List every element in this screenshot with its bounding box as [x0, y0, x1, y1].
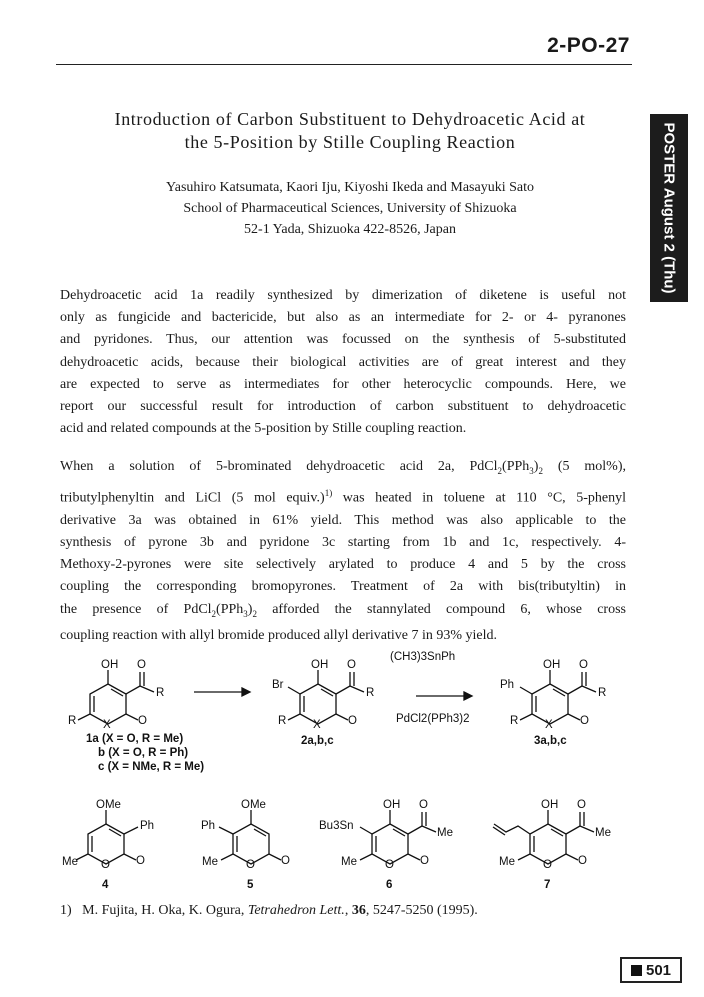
- paragraph-line: synthesis of pyrone 3b and pyridone 3c starting from 1b and 1c, respectively. 4-: [60, 535, 626, 551]
- reference-1: 1) M. Fujita, H. Oka, K. Ogura, Tetrahedron Lett., 36, 5247-5250 (1995).: [60, 903, 478, 918]
- atom-label: O: [543, 859, 552, 871]
- paragraph-line: and pyridones. Thus, our attention was focussed on the synthesis of 5-substituted: [60, 332, 626, 348]
- compound-label-1a: 1a (X = O, R = Me): [86, 733, 184, 745]
- atom-label: Ph: [140, 820, 155, 832]
- atom-label: OH: [541, 799, 559, 811]
- reagent-bottom: PdCl2(PPh3)2: [396, 713, 470, 725]
- reference-pages: , 5247-5250 (1995).: [365, 903, 478, 918]
- atom-label: R: [510, 715, 519, 727]
- atom-label: OH: [311, 659, 329, 671]
- atom-label: Me: [341, 856, 357, 868]
- paragraph-line: Methoxy-2-pyrones were site selectively arylated to produce 4 and 5 by the cross: [60, 557, 626, 573]
- atom-label: O: [348, 715, 357, 727]
- page-number: 501: [645, 961, 672, 979]
- atom-label: Ph: [500, 679, 515, 691]
- citation-1: 1): [324, 488, 333, 498]
- paragraph-line: coupling the corresponding bromopyrones. Treatment of 2a with bis(tributyltin) in: [60, 579, 626, 595]
- title-line-1: Introduction of Carbon Substituent to Dehydroacetic Acid at: [114, 109, 586, 129]
- atom-label: O: [580, 715, 589, 727]
- paragraph-line: are expected to serve as intermediates for other heterocyclic compounds. Here, we: [60, 376, 626, 392]
- reference-number: 1): [60, 903, 72, 918]
- atom-label: Bu3Sn: [319, 820, 354, 832]
- title-line-2: the 5-Position by Stille Coupling Reaction: [184, 132, 516, 152]
- atom-label: X: [313, 719, 321, 731]
- atom-label: Me: [437, 827, 453, 839]
- atom-label: X: [103, 719, 111, 731]
- atom-label: O: [347, 659, 356, 671]
- paragraph-line: When a solution of 5-brominated dehydroacetic acid 2a, $PdCl_2(PPh_3)_2$ (5 mol%),: [60, 459, 627, 476]
- atom-label: O: [137, 659, 146, 671]
- compound-label-6: 6: [386, 879, 393, 891]
- paragraph-line: derivative 3a was obtained in 61% yield. This method was also applicable to the: [60, 512, 626, 528]
- compound-label-4: 4: [102, 879, 109, 891]
- compound-label-1c: c (X = NMe, R = Me): [98, 761, 205, 773]
- structure-5: [219, 810, 281, 864]
- atom-label: O: [385, 859, 394, 871]
- paragraph-results: [60, 456, 626, 647]
- atom-label: O: [136, 855, 145, 867]
- paragraph-line: acid and related compounds at the 5-position by Stille coupling reaction.: [60, 421, 467, 437]
- paragraph-introduction: [60, 285, 626, 440]
- atom-label: O: [420, 855, 429, 867]
- atom-label: Me: [595, 827, 611, 839]
- atom-label: O: [246, 859, 255, 871]
- atom-label: Me: [499, 856, 515, 868]
- compound-label-3: 3a,b,c: [534, 735, 567, 747]
- compound-label-2: 2a,b,c: [301, 735, 334, 747]
- compound-label-5: 5: [247, 879, 254, 891]
- abstract-code: 2-PO-27: [547, 34, 630, 57]
- atom-label: OH: [101, 659, 119, 671]
- atom-label: O: [577, 799, 586, 811]
- atom-label: X: [545, 719, 553, 731]
- paragraph-line: only as fungicide and bactericide, but also as an intermediate for 2- or 4- pyranones: [60, 310, 626, 326]
- atom-label: Br: [272, 679, 284, 691]
- square-icon: [631, 965, 642, 976]
- author-names: Yasuhiro Katsumata, Kaori Iju, Kiyoshi Ikeda and Masayuki Sato: [166, 180, 534, 195]
- reference-journal: Tetrahedron Lett.: [247, 903, 345, 918]
- paragraph-line: dehydroacetic acids, because their biological activities are of great interest and they: [60, 354, 626, 370]
- atom-label: R: [598, 687, 607, 699]
- paper-title: [40, 108, 660, 154]
- atom-label: R: [366, 687, 375, 699]
- atom-label: R: [156, 687, 165, 699]
- compound-label-1b: b (X = O, R = Ph): [98, 747, 189, 759]
- paragraph-line: coupling reaction with allyl bromide produced allyl derivative 7 in 93% yield.: [60, 627, 497, 643]
- atom-label: Me: [202, 856, 218, 868]
- atom-label: Ph: [201, 820, 216, 832]
- atom-label: OMe: [96, 799, 121, 811]
- atom-label: R: [278, 715, 287, 727]
- atom-label: OMe: [241, 799, 266, 811]
- atom-label: Me: [62, 856, 78, 868]
- header-rule: [56, 64, 632, 65]
- address: 52-1 Yada, Shizuoka 422-8526, Japan: [244, 222, 456, 237]
- atom-label: O: [579, 659, 588, 671]
- atom-label: O: [578, 855, 587, 867]
- page-number-box: [620, 957, 682, 983]
- reference-authors: M. Fujita, H. Oka, K. Ogura,: [82, 903, 245, 918]
- side-tab-label: POSTER August 2 (Thu): [660, 122, 678, 294]
- atom-label: O: [101, 859, 110, 871]
- atom-label: O: [138, 715, 147, 727]
- atom-label: OH: [543, 659, 561, 671]
- reaction-scheme: [56, 646, 646, 896]
- atom-label: O: [419, 799, 428, 811]
- atom-label: O: [281, 855, 290, 867]
- reagent-top: (CH3)3SnPh: [390, 651, 456, 663]
- paragraph-line: Dehydroacetic acid 1a readily synthesized by dimerization of diketene is useful not: [60, 288, 626, 303]
- compound-label-7: 7: [544, 879, 551, 891]
- structure-4: [76, 810, 138, 864]
- paragraph-line: report our successful result for introduction of carbon substituent to dehydroacetic: [60, 399, 626, 415]
- reference-volume: 36: [351, 903, 366, 918]
- author-block: [40, 177, 660, 240]
- paragraph-line: the presence of $PdCl_2(PPh_3)_2$ afforded the stannylated compound 6, whose cross: [60, 601, 626, 619]
- affiliation: School of Pharmaceutical Sciences, University of Shizuoka: [183, 201, 517, 216]
- atom-label: R: [68, 715, 77, 727]
- atom-label: OH: [383, 799, 401, 811]
- paragraph-line: tributylphenyltin and LiCl (5 mol equiv.)$^{1)}$ was heated in toluene at 110 °C, 5-phenyl: [60, 488, 626, 506]
